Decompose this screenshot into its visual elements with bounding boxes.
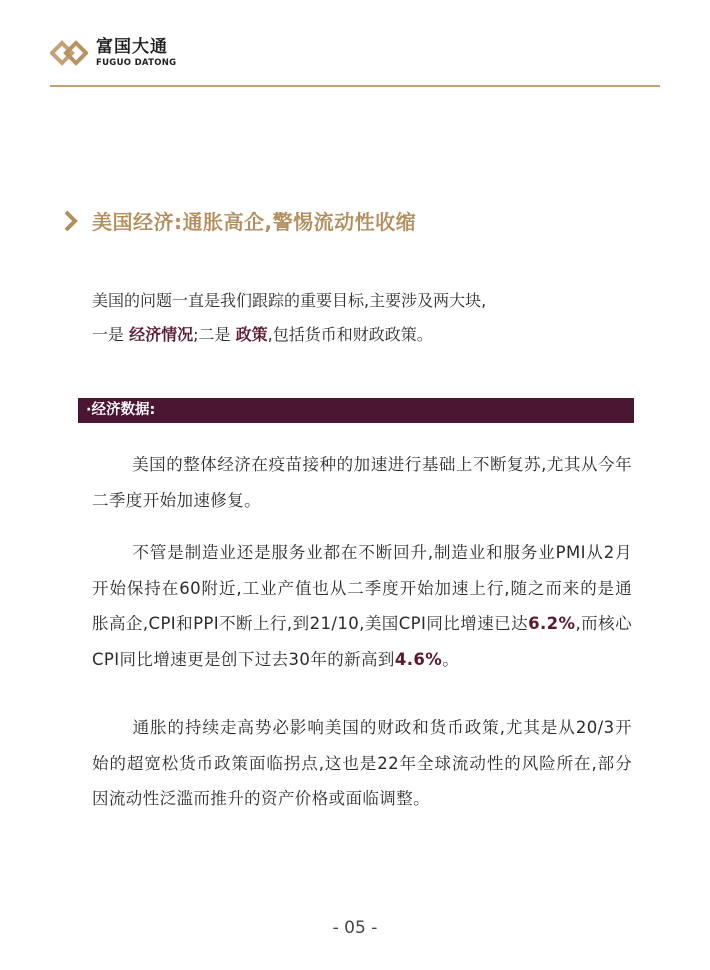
brand-logo (50, 38, 176, 68)
logo-name-en: FUGUO DATONG (96, 57, 177, 68)
paragraph-2 (92, 535, 632, 677)
intro-text (92, 284, 632, 352)
paragraph-3 (92, 710, 632, 817)
intro-line-1: 美国的问题一直是我们跟踪的重要目标,主要涉及两大块, (92, 291, 487, 310)
paragraph-1-text: 美国的整体经济在疫苗接种的加速进行基础上不断复苏,尤其从今年二季度开始加速修复。 (92, 455, 632, 510)
page-number: - 05 - (332, 918, 378, 938)
intro-line-2 (92, 318, 632, 352)
paragraph-2-text-b: ,而核心CPI同比增速更是创下过去30年的新高到 (92, 614, 632, 669)
highlight-policy: 政策 (235, 325, 268, 344)
logo-name-cn: 富国大通 (96, 36, 168, 57)
section-title: 美国经济:通胀高企,警惕流动性收缩 (92, 210, 417, 234)
intro-mid: ;二是 (193, 325, 236, 344)
intro-suffix: ,包括货币和财政政策。 (267, 325, 433, 344)
cpi-value: 6.2% (528, 614, 576, 633)
paragraph-2-text-a: 不管是制造业还是服务业都在不断回升,制造业和服务业PMI从2月开始保持在60附近,工业产值也从二季度开始加速上行,随之而来的是通胀高企,CPI和PPI不断上行,到21/10,美国CPI同比增速已达 (92, 543, 632, 633)
chevron-right-icon (64, 210, 78, 232)
logo-mark-icon (50, 38, 88, 68)
highlight-economy: 经济情况 (129, 325, 194, 344)
paragraph-3-text: 通胀的持续走高势必影响美国的财政和货币政策,尤其是从20/3开始的超宽松货币政策面临拐点,这也是22年全球流动性的风险所在,部分因流动性泛滥而推升的资产价格或面临调整。 (92, 718, 632, 808)
paragraph-2-text-c: 。 (442, 649, 460, 669)
section-heading (64, 206, 416, 235)
paragraph-1 (92, 447, 632, 518)
core-cpi-value: 4.6% (394, 649, 443, 669)
subsection-label: ·经济数据: (86, 402, 156, 418)
header-divider (50, 85, 660, 87)
intro-prefix: 一是 (92, 325, 130, 344)
subsection-bar (78, 398, 634, 423)
